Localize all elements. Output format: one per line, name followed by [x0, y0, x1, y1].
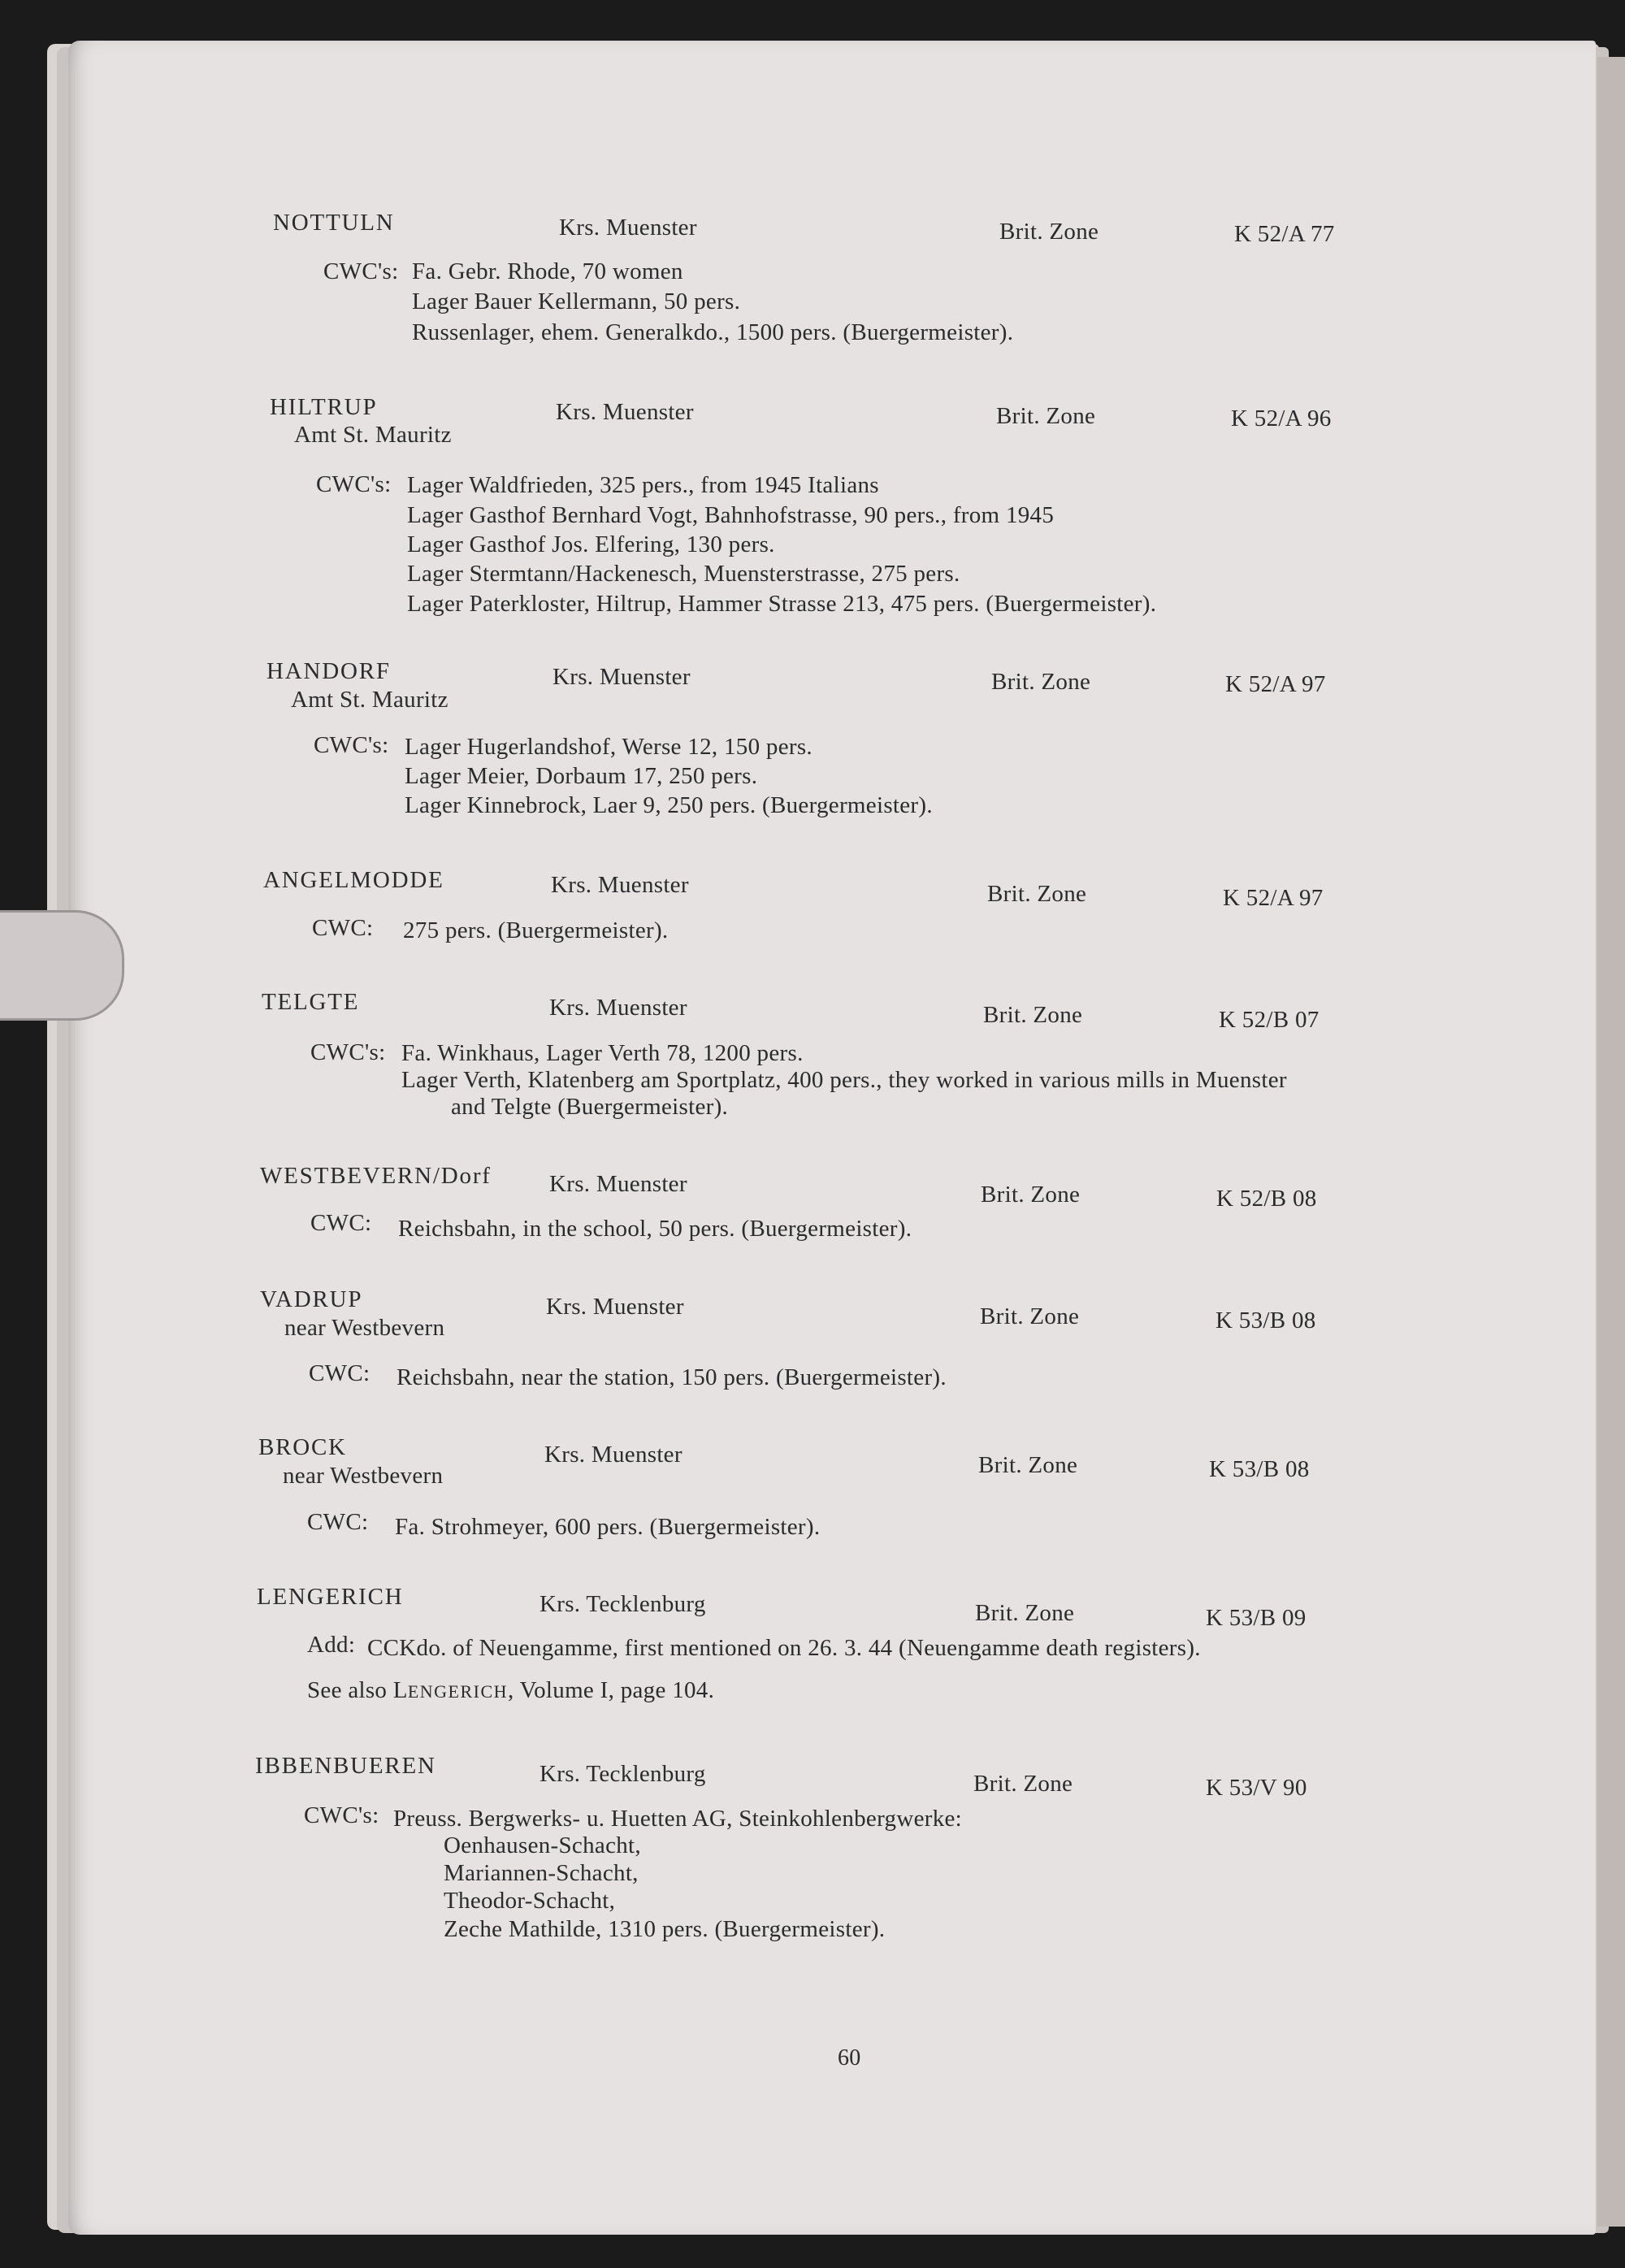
entry-line: Lager Gasthof Bernhard Vogt, Bahnhofstrasse, 90 pers., from 1945	[407, 502, 1055, 528]
district: Krs. Tecklenburg	[540, 1591, 706, 1617]
zone: Brit. Zone	[973, 1771, 1073, 1797]
zone: Brit. Zone	[999, 219, 1099, 245]
zone: Brit. Zone	[981, 1182, 1081, 1208]
place-name: WESTBEVERN/Dorf	[260, 1163, 492, 1189]
place-name: BROCK	[258, 1434, 347, 1460]
district: Krs. Muenster	[559, 215, 697, 241]
district: Krs. Muenster	[549, 995, 687, 1021]
entry-line: Lager Meier, Dorbaum 17, 250 pers.	[405, 763, 758, 789]
zone: Brit. Zone	[980, 1303, 1080, 1329]
see-also-note	[307, 1676, 714, 1706]
entry-line: Russenlager, ehem. Generalkdo., 1500 pers. (Buergermeister).	[412, 319, 1014, 345]
entry-line: Lager Paterkloster, Hiltrup, Hammer Strasse 213, 475 pers. (Buergermeister).	[407, 591, 1157, 617]
entry-line: Lager Hugerlandshof, Werse 12, 150 pers.	[405, 734, 812, 760]
place-name: LENGERICH	[257, 1584, 404, 1610]
sub-place: Amt St. Mauritz	[294, 422, 452, 448]
entry-line: Fa. Winkhaus, Lager Verth 78, 1200 pers.	[401, 1040, 804, 1066]
page-number: 60	[838, 2045, 861, 2071]
place-name: VADRUP	[260, 1286, 363, 1312]
place-name: NOTTULN	[273, 210, 395, 236]
reference: K 52/B 07	[1219, 1007, 1320, 1033]
place-name: TELGTE	[262, 989, 360, 1015]
zone: Brit. Zone	[987, 881, 1087, 907]
entry-line: Zeche Mathilde, 1310 pers. (Buergermeister).	[444, 1916, 886, 1942]
entry-line: Theodor-Schacht,	[444, 1888, 616, 1914]
reference: K 52/A 97	[1225, 671, 1326, 697]
district: Krs. Muenster	[549, 1171, 687, 1197]
entry-line: Lager Bauer Kellermann, 50 pers.	[412, 288, 741, 314]
sub-place: Amt St. Mauritz	[291, 687, 448, 713]
district: Krs. Muenster	[544, 1442, 682, 1468]
entry-line: Mariannen-Schacht,	[444, 1860, 639, 1886]
entry-line: Lager Gasthof Jos. Elfering, 130 pers.	[407, 531, 775, 557]
district: Krs. Muenster	[556, 399, 694, 425]
see-also-prefix: See also	[307, 1677, 393, 1703]
zone: Brit. Zone	[983, 1002, 1083, 1028]
entry-line: Lager Verth, Klatenberg am Sportplatz, 400 pers., they worked in various mills in Muenster	[401, 1067, 1287, 1093]
reference: K 53/B 08	[1209, 1456, 1310, 1482]
zone: Brit. Zone	[996, 403, 1096, 429]
reference: K 53/B 08	[1216, 1307, 1316, 1333]
reference: K 52/B 08	[1216, 1186, 1317, 1212]
entry-label: CWC:	[310, 1210, 372, 1236]
district: Krs. Tecklenburg	[540, 1761, 706, 1787]
reference: K 53/B 09	[1206, 1605, 1306, 1631]
zone: Brit. Zone	[978, 1452, 1078, 1478]
reference: K 52/A 96	[1231, 405, 1332, 431]
entry-label: CWC:	[309, 1360, 370, 1386]
reference: K 52/A 77	[1234, 221, 1335, 247]
see-also-place-rest: ENGERICH	[407, 1681, 509, 1702]
entry-line: Fa. Gebr. Rhode, 70 women	[412, 258, 683, 284]
entry-line: Reichsbahn, near the station, 150 pers. (Buergermeister).	[396, 1364, 947, 1390]
sub-place: near Westbevern	[283, 1463, 444, 1489]
entry-line: 275 pers. (Buergermeister).	[403, 917, 669, 943]
zone: Brit. Zone	[975, 1600, 1075, 1626]
see-also-suffix: , Volume I, page 104.	[508, 1677, 715, 1703]
reference: K 52/A 97	[1223, 885, 1324, 911]
sub-place: near Westbevern	[284, 1315, 445, 1341]
entry-line: Lager Stermtann/Hackenesch, Muensterstrasse, 275 pers.	[407, 561, 960, 587]
entry-line: and Telgte (Buergermeister).	[451, 1094, 729, 1120]
district: Krs. Muenster	[552, 664, 691, 690]
entry-label: CWC's:	[314, 732, 389, 758]
see-also-place-initial: L	[392, 1677, 408, 1703]
district: Krs. Muenster	[551, 872, 689, 898]
entry-label: CWC's:	[310, 1039, 386, 1065]
entry-line: Reichsbahn, in the school, 50 pers. (Buergermeister).	[398, 1216, 912, 1242]
zone: Brit. Zone	[991, 669, 1091, 695]
entry-label: CWC:	[307, 1509, 369, 1535]
entry-label: CWC's:	[323, 258, 399, 284]
entry-line: Lager Waldfrieden, 325 pers., from 1945 Italians	[407, 472, 879, 498]
entry-label: CWC:	[312, 915, 374, 941]
entry-line: Oenhausen-Schacht,	[444, 1832, 641, 1858]
place-name: HILTRUP	[270, 394, 378, 420]
place-name: IBBENBUEREN	[255, 1753, 436, 1779]
place-name: ANGELMODDE	[263, 867, 444, 893]
entry-line: CCKdo. of Neuengamme, first mentioned on 26. 3. 44 (Neuengamme death registers).	[367, 1635, 1201, 1661]
reference: K 53/V 90	[1206, 1775, 1307, 1801]
entry-label: CWC's:	[316, 471, 392, 497]
district: Krs. Muenster	[546, 1294, 684, 1320]
entry-label: Add:	[307, 1632, 356, 1658]
place-name: HANDORF	[266, 658, 391, 684]
entry-label: CWC's:	[304, 1802, 379, 1828]
entry-line: Lager Kinnebrock, Laer 9, 250 pers. (Buergermeister).	[405, 792, 933, 818]
entry-line: Preuss. Bergwerks- u. Huetten AG, Steinkohlenbergwerke:	[393, 1806, 963, 1832]
entry-line: Fa. Strohmeyer, 600 pers. (Buergermeister).	[395, 1514, 821, 1540]
